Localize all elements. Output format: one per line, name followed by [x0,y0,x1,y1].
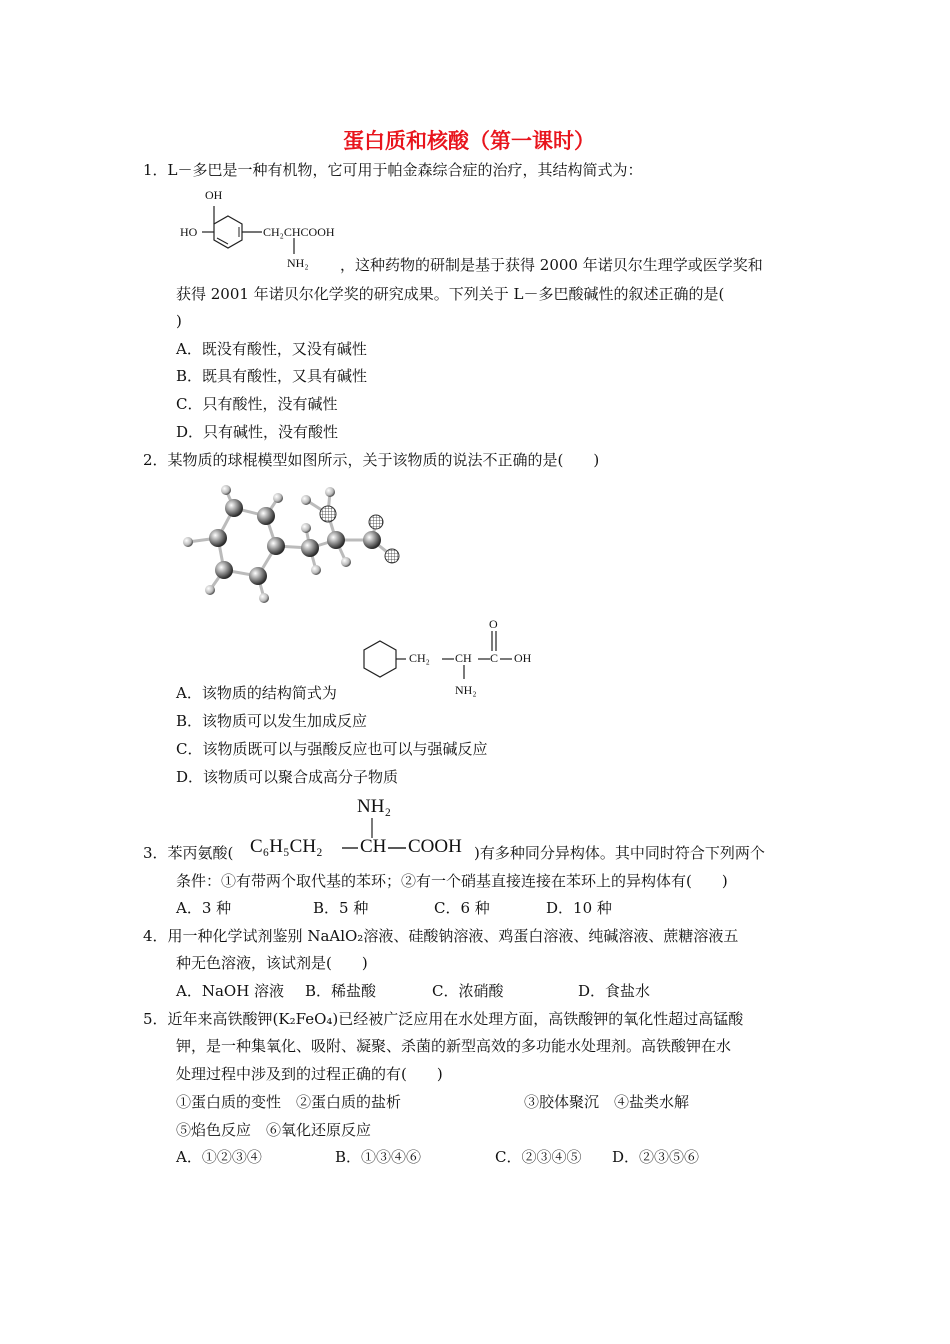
q5-option-b: B．①③④⑥ [335,1148,422,1166]
q2-option-a: A．该物质的结构简式为 [176,684,337,702]
q3-stem-line2: 条件：①有带两个取代基的苯环；②有一个硝基直接连接在苯环上的异构体有( ) [176,872,728,890]
q3-formula-bonds [300,818,500,858]
q4-option-d: D．食盐水 [578,982,651,1000]
q5-items-row1a: ①蛋白质的变性 ②蛋白质的盐析 [176,1093,402,1111]
q4-stem-line2: 种无色溶液，该试剂是( ) [176,954,368,972]
q1-stem-line1: 1．L－多巴是一种有机物，它可用于帕金森综合症的治疗，其结构简式为： [143,161,643,179]
q2-struct-o: O [489,617,498,631]
q4-option-c: C．浓硝酸 [432,982,504,1000]
q3-formula-c6h5: C₆H₅CH₂ [250,836,323,857]
q5-stem-line2: 钾，是一种集氧化、吸附、凝聚、杀菌的新型高效的多功能水处理剂。高铁酸钾在水 [176,1037,732,1055]
q2-struct-c: C [490,651,499,665]
q5-stem-line1: 5．近年来高铁酸钾(K₂FeO₄)已经被广泛应用在水处理方面，高铁酸钾的氧化性超过高锰酸 [143,1010,744,1028]
q3-formula-cooh: COOH [408,836,462,857]
q3-formula-nh2: NH₂ [357,796,392,817]
q1-option-d: D．只有碱性，没有酸性 [176,423,339,441]
q3-option-d: D．10 种 [546,899,612,917]
ldopa-chain: CH₂CHCOOH [263,225,335,239]
ball-stick-model [178,478,418,608]
q4-stem-line1: 4．用一种化学试剂鉴别 NaAlO₂溶液、硅酸钠溶液、鸡蛋白溶液、纯碱溶液、蔗糖溶液五 [143,927,739,945]
q4-option-b: B．稀盐酸 [305,982,377,1000]
q2-struct-nh2: NH₂ [455,683,477,697]
q5-stem-line3: 处理过程中涉及到的过程正确的有( ) [176,1065,443,1083]
q1-option-a: A．既没有酸性，又没有碱性 [176,340,367,358]
q2-option-c: C．该物质既可以与强酸反应也可以与强碱反应 [176,740,488,758]
q3-option-a: A．3 种 [176,899,232,917]
ldopa-oh-top: OH [205,188,223,202]
q5-items-row2: ⑤焰色反应 ⑥氧化还原反应 [176,1121,372,1139]
page-title: 蛋白质和核酸（第一课时） [343,129,595,153]
q2-struct-oh: OH [514,651,532,665]
q2-option-d: D．该物质可以聚合成高分子物质 [176,768,399,786]
q1-stem-line3: 获得 2001 年诺贝尔化学奖的研究成果。下列关于 L－多巴酸碱性的叙述正确的是( [176,285,725,303]
q5-items-row1b: ③胶体聚沉 ④盐类水解 [524,1093,690,1111]
q2-stem: 2．某物质的球棍模型如图所示，关于该物质的说法不正确的是( ) [143,451,600,469]
ldopa-ho-left: HO [180,225,198,239]
ldopa-nh2: NH₂ [287,256,309,270]
q1-option-c: C．只有酸性，没有碱性 [176,395,338,413]
q2-struct-ch: CH [455,651,472,665]
q5-option-c: C．②③④⑤ [495,1148,582,1166]
q1-stem-line2: ，这种药物的研制是基于获得 2000 年诺贝尔生理学或医学奖和 [340,256,763,274]
q2-struct-ch2: CH₂ [409,651,430,665]
q5-option-a: A．①②③④ [176,1148,262,1166]
q4-option-a: A．NaOH 溶液 [176,982,285,1000]
q2-option-b: B．该物质可以发生加成反应 [176,712,368,730]
q1-stem-line4: ) [176,312,182,330]
q5-option-d: D．②③⑤⑥ [612,1148,700,1166]
q3-stem-suffix: )有多种同分异构体。其中同时符合下列两个 [474,844,765,862]
q1-option-b: B．既具有酸性，又具有碱性 [176,367,368,385]
q3-stem-prefix: 3．苯丙氨酸( [143,844,234,862]
q3-option-b: B．5 种 [313,899,369,917]
q3-formula-ch: CH [360,836,387,857]
q3-option-c: C．6 种 [434,899,490,917]
